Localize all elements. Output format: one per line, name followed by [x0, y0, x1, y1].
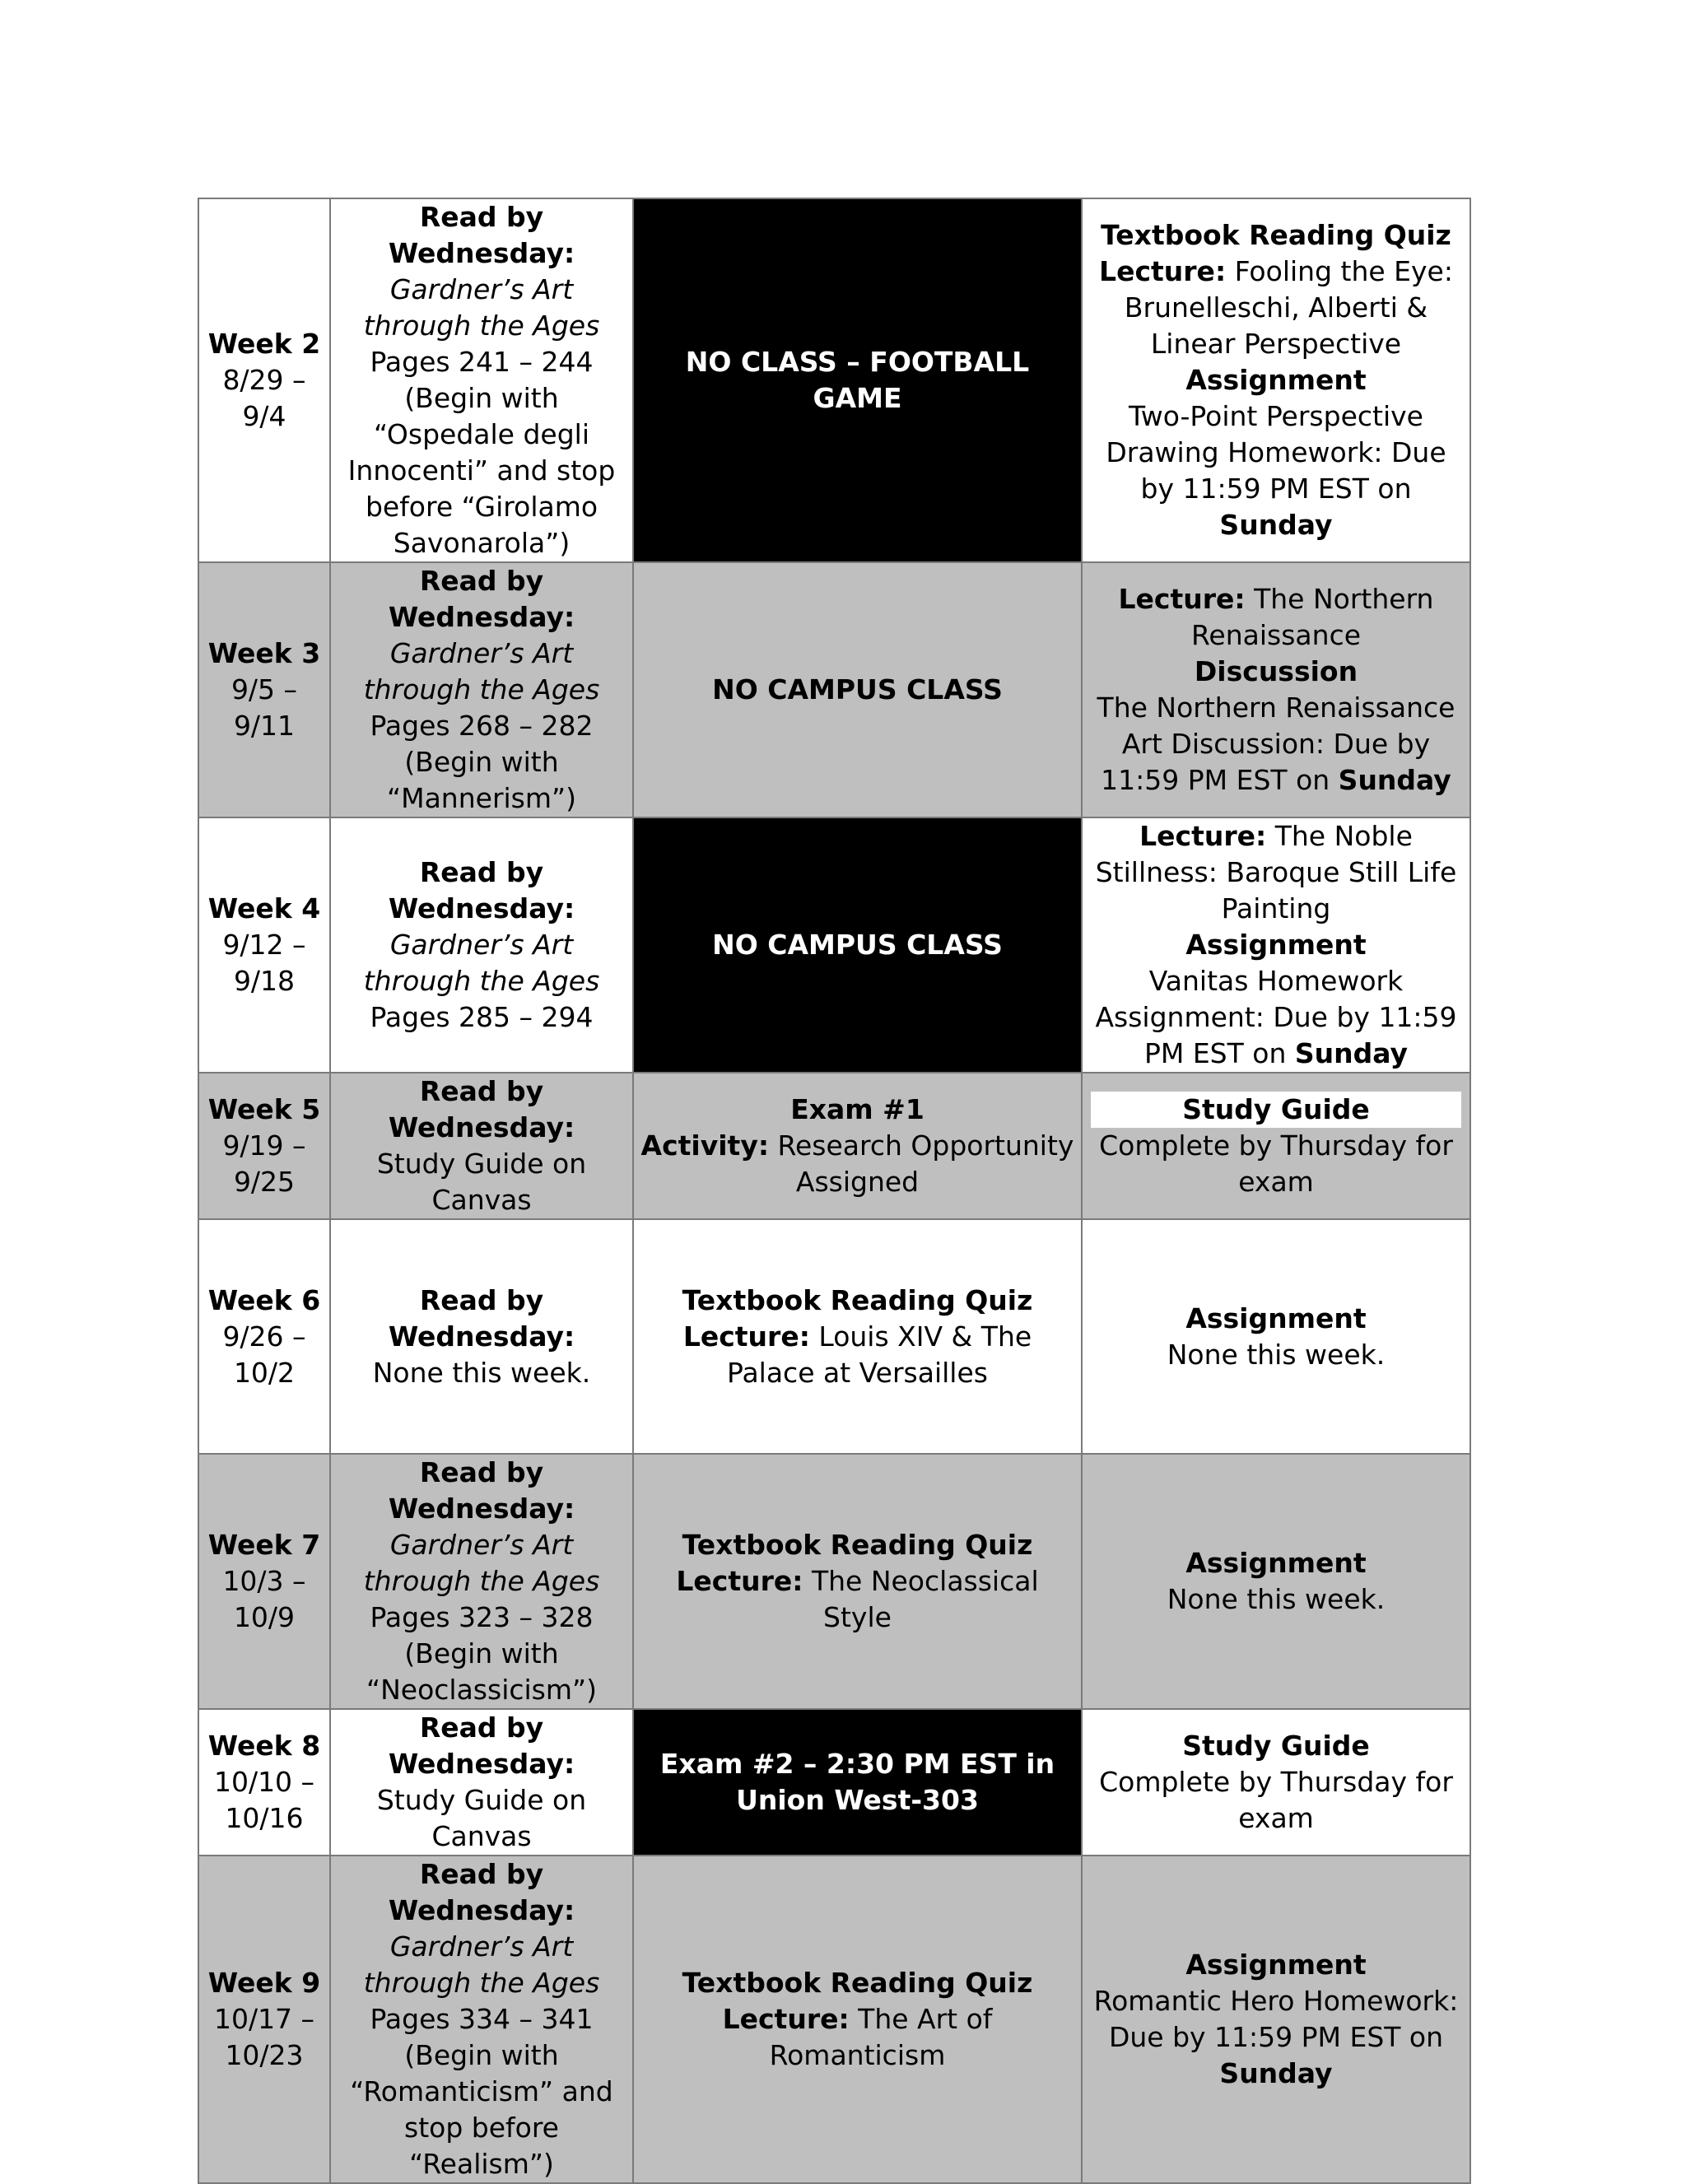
task-day: Sunday: [1294, 1037, 1409, 1069]
reading-text: Study Guide on Canvas: [376, 1148, 587, 1216]
read-label: Read by Wednesday:: [388, 1456, 575, 1525]
task-label: Assignment: [1185, 1302, 1367, 1334]
class-cell: [633, 562, 1082, 817]
task-text: The Northern Renaissance Art Discussion: Due by 11:59 PM EST on: [1097, 692, 1455, 796]
week-dates: 9/26 – 10/2: [222, 1320, 306, 1389]
lecture-title: The Noble Stillness: Baroque Still Life Painting: [1095, 820, 1457, 924]
week-dates: 9/12 – 9/18: [222, 929, 306, 997]
table-row: [198, 1709, 1470, 1856]
task-label: Discussion: [1194, 655, 1358, 687]
lecture-label: Lecture:: [682, 1320, 810, 1353]
class-text: Exam #2 – 2:30 PM EST in Union West-303: [659, 1748, 1055, 1816]
task-label: Assignment: [1185, 364, 1367, 396]
exam-title: Exam #1: [790, 1093, 925, 1125]
week-label: Week 5: [207, 1093, 321, 1125]
table-row: [198, 198, 1470, 562]
class-cell: [633, 1709, 1082, 1856]
week-dates: 10/3 – 10/9: [222, 1565, 306, 1633]
lecture-label: Lecture:: [1099, 255, 1227, 287]
week-cell: [198, 817, 330, 1073]
table-row: [198, 1454, 1470, 1709]
reading-cell: [330, 1454, 633, 1709]
week-cell: [198, 1073, 330, 1219]
lecture-title: The Neoclassical Style: [803, 1565, 1039, 1633]
task-label: Assignment: [1185, 929, 1367, 961]
read-label: Read by Wednesday:: [388, 1075, 575, 1143]
task-text: None this week.: [1167, 1583, 1386, 1615]
week-label: Week 2: [207, 328, 321, 360]
task-cell: [1082, 562, 1470, 817]
week-cell: [198, 562, 330, 817]
week-dates: 10/17 – 10/23: [213, 2003, 315, 2071]
read-label: Read by Wednesday:: [388, 856, 575, 924]
quiz-label: Textbook Reading Quiz: [682, 1967, 1033, 1999]
task-text: Two-Point Perspective Drawing Homework: Due by 11:59 PM EST on: [1106, 400, 1446, 505]
task-label: Assignment: [1185, 1547, 1367, 1579]
class-cell: [633, 1856, 1082, 2183]
reading-pages: Pages 285 – 294: [370, 1001, 594, 1033]
activity-label: Activity:: [640, 1129, 770, 1162]
task-text: Complete by Thursday for exam: [1099, 1766, 1453, 1834]
task-cell: [1082, 1073, 1470, 1219]
read-label: Read by Wednesday:: [388, 565, 575, 633]
week-cell: [198, 198, 330, 562]
class-text: NO CLASS – FOOTBALL GAME: [685, 346, 1030, 414]
task-cell: [1082, 1856, 1470, 2183]
week-label: Week 7: [207, 1529, 321, 1561]
quiz-label: Textbook Reading Quiz: [1101, 219, 1451, 251]
week-cell: [198, 1856, 330, 2183]
week-label: Week 6: [207, 1283, 321, 1316]
task-day: Sunday: [1219, 509, 1333, 541]
quiz-label: Textbook Reading Quiz: [682, 1283, 1033, 1316]
table-row: [198, 1219, 1470, 1454]
week-label: Week 3: [207, 637, 321, 669]
week-dates: 10/10 – 10/16: [213, 1766, 315, 1834]
week-label: Week 4: [207, 892, 321, 924]
activity-text: Research Opportunity Assigned: [769, 1129, 1074, 1198]
book-title: Gardner’s Art through the Ages: [363, 1529, 600, 1597]
week-cell: [198, 1709, 330, 1856]
task-label: Study Guide: [1182, 1730, 1370, 1762]
read-label: Read by Wednesday:: [388, 201, 575, 269]
week-dates: 9/5 – 9/11: [231, 673, 298, 742]
task-cell: [1082, 1454, 1470, 1709]
class-cell: [633, 1073, 1082, 1219]
lecture-title: The Northern Renaissance: [1190, 583, 1434, 651]
book-title: Gardner’s Art through the Ages: [363, 637, 600, 705]
class-cell: [633, 1219, 1082, 1454]
class-cell: [633, 817, 1082, 1073]
task-text: Complete by Thursday for exam: [1099, 1129, 1453, 1198]
lecture-label: Lecture:: [676, 1565, 803, 1597]
book-title: Gardner’s Art through the Ages: [363, 273, 600, 342]
task-text: None this week.: [1167, 1338, 1386, 1371]
book-title: Gardner’s Art through the Ages: [363, 1930, 600, 1999]
table-row: [198, 1073, 1470, 1219]
task-text: Romantic Hero Homework: Due by 11:59 PM EST on: [1093, 1985, 1459, 2053]
book-title: Gardner’s Art through the Ages: [363, 929, 600, 997]
class-cell: [633, 1454, 1082, 1709]
class-cell: [633, 198, 1082, 562]
week-cell: [198, 1219, 330, 1454]
reading-cell: [330, 562, 633, 817]
reading-cell: [330, 817, 633, 1073]
table-row: [198, 562, 1470, 817]
week-dates: 9/19 – 9/25: [222, 1129, 306, 1198]
table-row: [198, 1856, 1470, 2183]
read-label: Read by Wednesday:: [388, 1283, 575, 1353]
reading-text: Study Guide on Canvas: [376, 1784, 587, 1852]
lecture-title: Fooling the Eye: Brunelleschi, Alberti & Linear Perspective: [1124, 255, 1453, 360]
task-cell: [1082, 1219, 1470, 1454]
reading-cell: [330, 1219, 633, 1454]
read-label: Read by Wednesday:: [388, 1711, 575, 1780]
task-cell: [1082, 817, 1470, 1073]
class-text: NO CAMPUS CLASS: [712, 673, 1003, 705]
reading-cell: [330, 1073, 633, 1219]
reading-pages: Pages 268 – 282 (Begin with “Mannerism”): [370, 710, 594, 814]
reading-cell: [330, 1856, 633, 2183]
week-cell: [198, 1454, 330, 1709]
lecture-label: Lecture:: [1139, 820, 1267, 852]
lecture-title: The Art of Romanticism: [769, 2003, 993, 2071]
reading-pages: Pages 323 – 328 (Begin with “Neoclassicism”): [366, 1601, 597, 1706]
reading-pages: Pages 241 – 244 (Begin with “Ospedale degli Innocenti” and stop before “Girolamo Savonarola”): [347, 346, 616, 559]
week-dates: 8/29 – 9/4: [222, 364, 306, 432]
reading-pages: Pages 334 – 341 (Begin with “Romanticism” and stop before “Realism”): [350, 2003, 613, 2180]
week-label: Week 8: [207, 1730, 321, 1762]
task-text: Vanitas Homework Assignment: Due by 11:59 PM EST on: [1095, 965, 1457, 1069]
task-day: Sunday: [1219, 2057, 1333, 2089]
read-label: Read by Wednesday:: [388, 1858, 575, 1926]
table-row: [198, 817, 1470, 1073]
task-label: Assignment: [1185, 1949, 1367, 1981]
reading-cell: [330, 1709, 633, 1856]
reading-text: None this week.: [372, 1356, 591, 1389]
lecture-label: Lecture:: [1118, 583, 1246, 615]
reading-cell: [330, 198, 633, 562]
task-cell: [1082, 198, 1470, 562]
quiz-label: Textbook Reading Quiz: [682, 1529, 1033, 1561]
task-label: Study Guide: [1091, 1092, 1461, 1128]
schedule-table: [198, 198, 1471, 2184]
lecture-title: Louis XIV & The Palace at Versailles: [727, 1320, 1032, 1389]
lecture-label: Lecture:: [722, 2003, 850, 2035]
task-cell: [1082, 1709, 1470, 1856]
week-label: Week 9: [207, 1967, 321, 1999]
class-text: NO CAMPUS CLASS: [712, 929, 1003, 961]
task-day: Sunday: [1338, 764, 1451, 796]
